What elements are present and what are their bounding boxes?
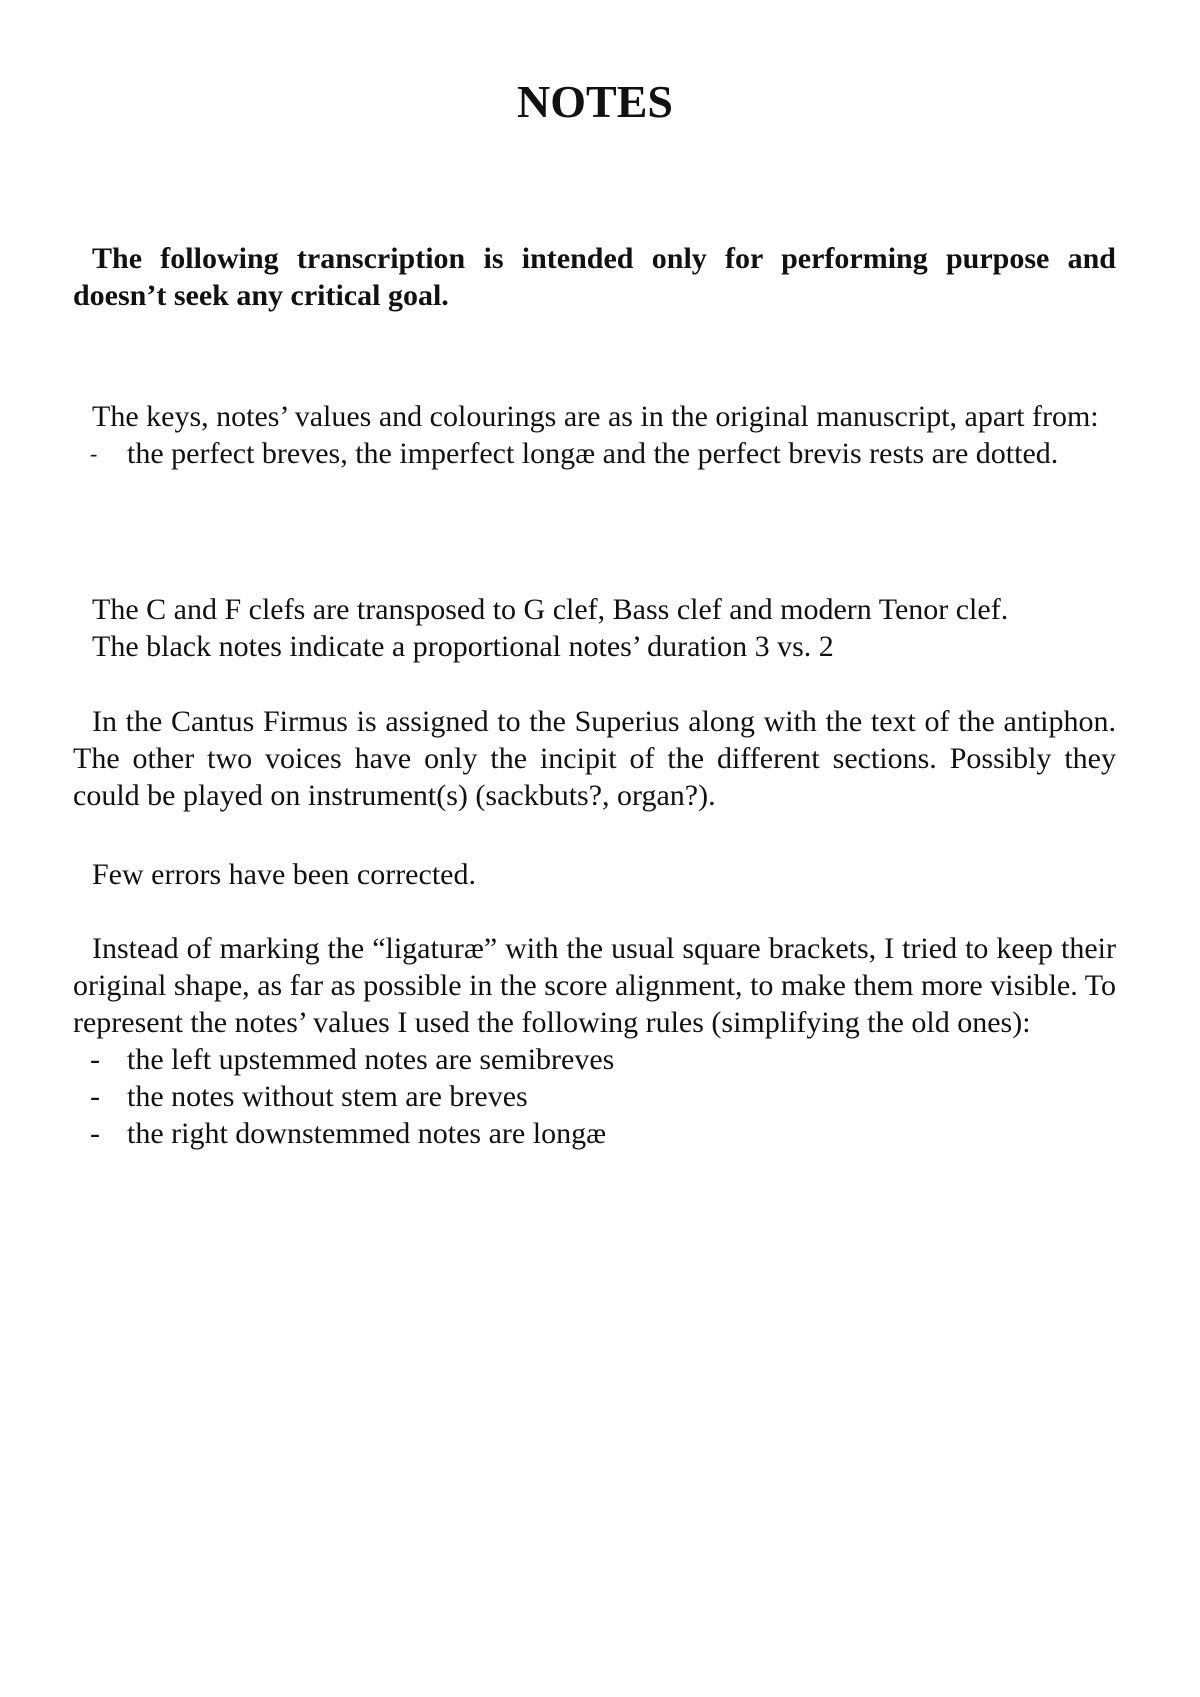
errors-line: Few errors have been corrected.	[92, 858, 476, 891]
list-item	[73, 1078, 1116, 1115]
page-title: NOTES	[517, 76, 673, 127]
list-item-text: the right downstemmed notes are longæ	[127, 1117, 607, 1150]
clefs-line: The C and F clefs are transposed to G clef, Bass clef and modern Tenor clef.	[92, 593, 1009, 626]
cantus-paragraph: In the Cantus Firmus is assigned to the Superius along with the text of the antiphon. The other two voices have only the incipit of the different sections. Possibly they could be played on instrument(s) (sackbuts?, organ?).	[73, 705, 1116, 812]
list-dash: -	[90, 1117, 100, 1150]
list-item	[73, 435, 1116, 472]
errors-section	[73, 856, 1116, 893]
list-item-text: the left upstemmed notes are semibreves	[127, 1043, 615, 1076]
keys-exceptions-list	[73, 435, 1116, 472]
note-values-list	[73, 1041, 1116, 1152]
keys-section	[73, 398, 1116, 472]
list-item	[73, 1041, 1116, 1078]
list-dash: -	[90, 1080, 100, 1113]
keys-paragraph: The keys, notes’ values and colourings are as in the original manuscript, apart from:	[92, 400, 1099, 433]
list-item-text: the notes without stem are breves	[127, 1080, 528, 1113]
ligatures-section	[73, 930, 1116, 1152]
list-item-text: the perfect breves, the imperfect longæ and the perfect brevis rests are dotted.	[127, 437, 1059, 470]
clefs-section	[73, 591, 1116, 665]
list-item	[73, 1115, 1116, 1152]
black-notes-line: The black notes indicate a proportional notes’ duration 3 vs. 2	[92, 630, 834, 663]
list-dash: -	[90, 441, 98, 466]
list-dash: -	[90, 1043, 100, 1076]
intro-paragraph: The following transcription is intended only for performing purpose and doesn’t seek any critical goal.	[73, 242, 1116, 312]
cantus-section	[73, 703, 1116, 814]
ligatures-paragraph: Instead of marking the “ligaturæ” with the usual square brackets, I tried to keep their original shape, as far as possible in the score alignment, to make them more visible. To represent the notes’ values I used the following rules (simplifying the old ones):	[73, 932, 1116, 1039]
intro-section	[73, 240, 1116, 314]
